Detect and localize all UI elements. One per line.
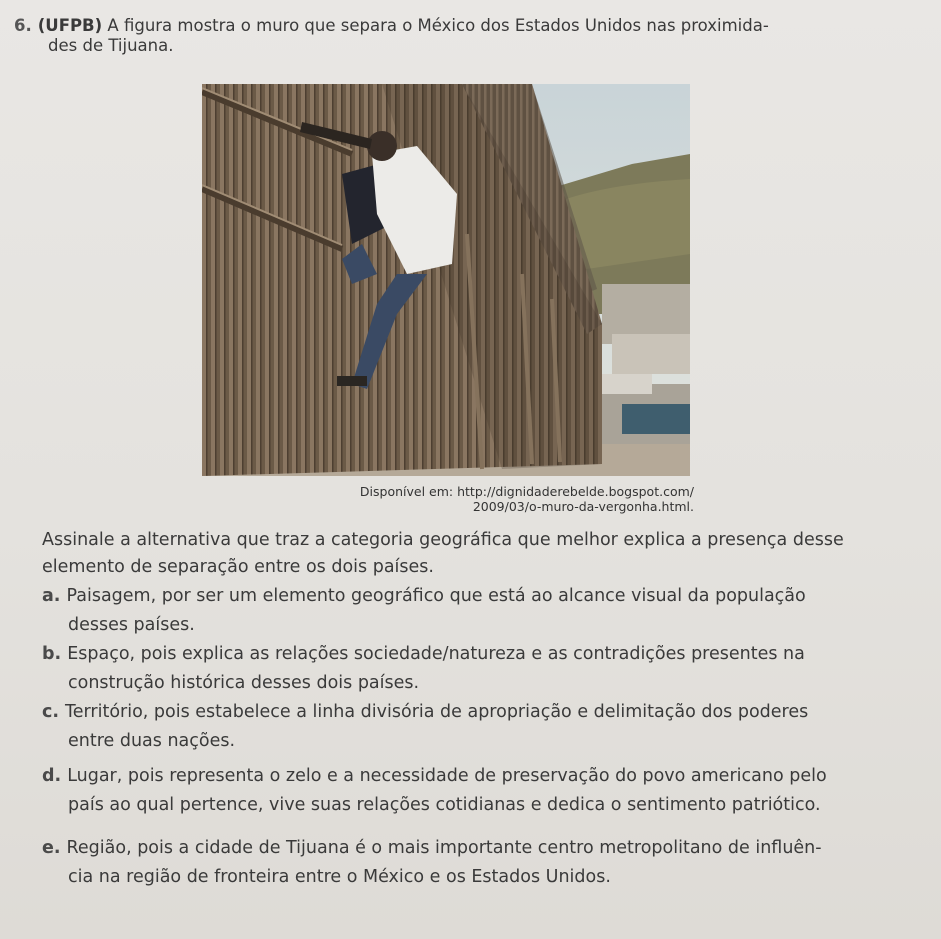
option-c[interactable]: [42, 698, 922, 756]
question-prompt: [42, 527, 902, 581]
question-header: [14, 16, 914, 36]
option-letter: a.: [42, 586, 61, 606]
option-text-line1: Espaço, pois explica as relações sociedade/natureza e as contradições presentes na: [67, 644, 805, 664]
option-text-line2: cia na região de fronteira entre o México e os Estados Unidos.: [68, 867, 611, 887]
option-text-line1: Paisagem, por ser um elemento geográfico que está ao alcance visual da população: [66, 586, 806, 606]
option-text-line2: desses países.: [68, 615, 195, 635]
question-source: (UFPB): [37, 16, 103, 35]
option-e[interactable]: [42, 834, 922, 892]
option-text-line1: Território, pois estabelece a linha divisória de apropriação e delimitação dos poderes: [65, 702, 809, 722]
border-wall-photo: [202, 84, 690, 476]
caption-line1: Disponível em: http://dignidaderebelde.bogspot.com/: [359, 484, 694, 499]
option-text-line2: entre duas nações.: [68, 731, 236, 751]
prompt-line1: Assinale a alternativa que traz a categoria geográfica que melhor explica a presença desse: [42, 530, 844, 550]
option-text-line1: Lugar, pois representa o zelo e a necessidade de preservação do povo americano pelo: [67, 766, 827, 786]
option-text-line2: construção histórica desses dois países.: [68, 673, 420, 693]
caption-line2: 2009/03/o-muro-da-vergonha.html.: [472, 499, 694, 514]
image-caption: [320, 484, 694, 514]
option-text-line2: país ao qual pertence, vive suas relações cotidianas e dedica o sentimento patriótico.: [68, 795, 821, 815]
question-text-line1: A figura mostra o muro que separa o México dos Estados Unidos nas proximida-: [107, 16, 769, 35]
prompt-line2: elemento de separação entre os dois países.: [42, 557, 434, 577]
question-text-line2: des de Tijuana.: [48, 36, 174, 55]
option-b[interactable]: [42, 640, 922, 698]
question-number: 6.: [14, 16, 32, 35]
option-text-line1: Região, pois a cidade de Tijuana é o mais importante centro metropolitano de influên-: [66, 838, 822, 858]
option-letter: b.: [42, 644, 62, 664]
photo-illustration: [202, 84, 690, 476]
option-letter: d.: [42, 766, 62, 786]
option-letter: e.: [42, 838, 61, 858]
option-a[interactable]: [42, 582, 922, 640]
option-letter: c.: [42, 702, 60, 722]
option-d[interactable]: [42, 762, 922, 820]
